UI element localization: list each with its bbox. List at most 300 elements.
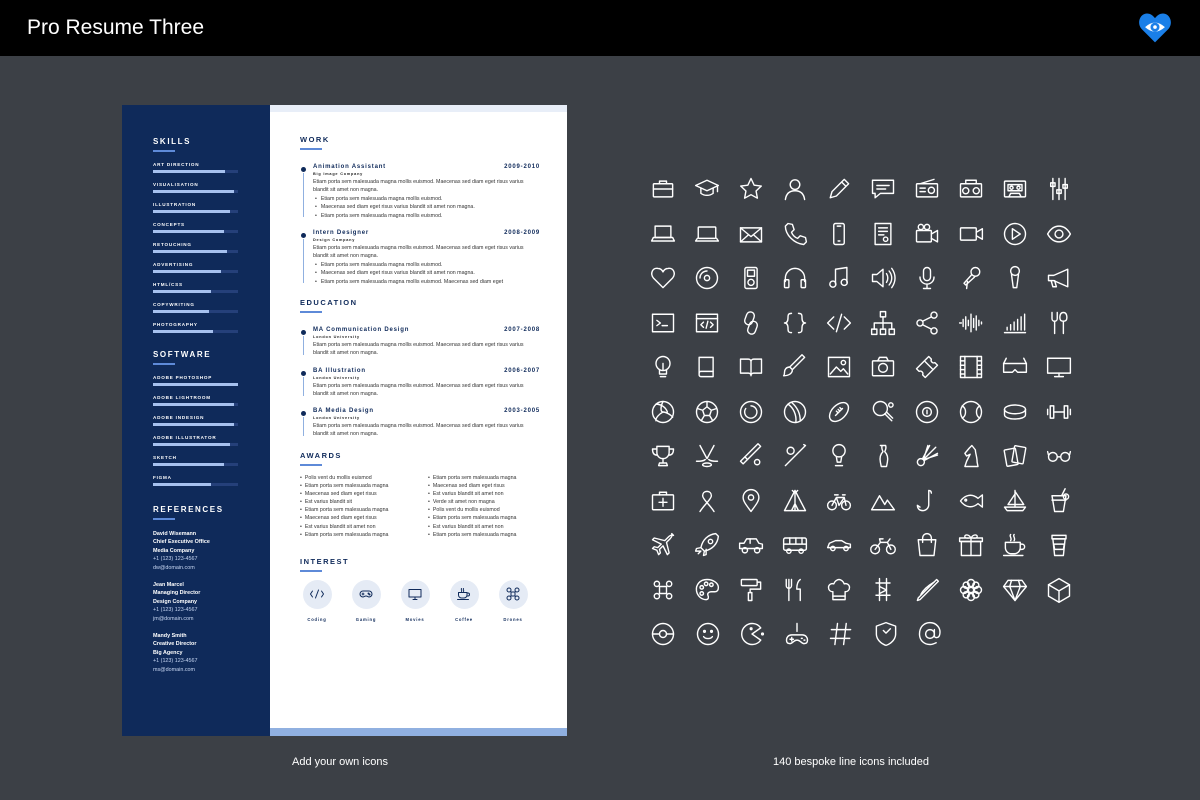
microphone-icon [905,256,949,301]
skill-bar [153,330,238,333]
heart-icon [641,256,685,301]
tv-icon [1037,345,1081,390]
entry-bullet: • Etiam porta sem malesuada magna mollis euismod. Maecenas sed diam eget [315,278,540,287]
interest-label: Gaming [355,616,377,622]
golf-icon [817,434,861,479]
skill-item [153,415,270,426]
icon-row [641,390,1081,435]
command-icon [641,568,685,613]
gamepad-icon [352,580,381,609]
left-caption: Add your own icons [292,756,388,768]
award-item: • Etiam porta sem malesuada magna [300,531,410,539]
sliders-icon [1037,167,1081,212]
skill-bar [153,483,238,486]
education-list [300,327,540,439]
puck-icon [993,390,1037,435]
skill-item [153,242,270,253]
interest-item [400,580,430,622]
award-item: • Est varius blandit sit amet non [300,523,410,531]
chef-hat-icon [817,568,861,613]
heading-underline [153,150,175,152]
icon-row [641,523,1081,568]
entry-title: BA Media Design [313,408,374,415]
awards-column [300,474,410,539]
entry-title: BA Illustration [313,367,366,374]
pacman-icon [730,612,775,657]
icon-row [641,212,1081,257]
3d-glasses-icon [993,345,1037,390]
paint-roller-icon [729,568,773,613]
award-item: • Est varius blandit sit [300,498,410,506]
entry-title-row [313,368,540,374]
award-item: • Etiam porta sem malesuada magna [428,514,538,522]
interest-label: Coding [307,616,327,622]
software-heading: SOFTWARE [153,350,212,359]
camera-icon [861,345,905,390]
references-list [153,530,270,674]
work-entry [300,230,540,286]
billiard-ball-icon [905,390,949,435]
reference-email: dw@domain.com [153,564,195,571]
star-icon [729,167,773,212]
skill-name: ILLUSTRATION [153,202,196,207]
baseball-icon [773,434,817,479]
entry-years: 2003-2005 [504,408,540,415]
work-heading: WORK [300,135,330,144]
sailboat-icon [993,479,1037,524]
headphones-icon [773,256,817,301]
right-caption: 140 bespoke line icons included [773,756,929,768]
ring-icon [729,390,773,435]
skill-bar [153,463,238,466]
software-list [153,375,270,486]
entry-organization: Design Company [313,238,356,243]
skill-item [153,182,270,193]
timeline-line [303,417,304,436]
skill-bar [153,423,238,426]
cricket-icon [729,434,773,479]
skill-bar-fill [153,170,225,173]
football-icon [817,390,861,435]
timeline-dot [301,330,306,335]
boombox-icon [949,167,993,212]
trophy-icon [641,434,685,479]
education-entry [300,327,540,358]
reference-name: Jean Marcel [153,582,184,589]
entry-years: 2006-2007 [504,367,540,374]
eye-icon [1037,212,1081,257]
takeaway-cup-icon [1037,523,1081,568]
book-icon [685,345,729,390]
skill-item [153,455,270,466]
entry-description: Etiam porta sem malesuada magna mollis euismod. Maecenas sed diam eget risus varius blandit sit amet non magna. [313,382,524,397]
award-item: • Etiam porta sem malesuada magna [428,531,538,539]
interest-heading: INTEREST [300,556,350,566]
skill-name: ADOBE LIGHTROOM [153,395,211,400]
open-book-icon [729,345,773,390]
pokeball-icon [641,612,686,657]
map-pin-icon [729,479,773,524]
entry-title-row [313,164,540,170]
education-entry [300,368,540,399]
reference-company: Big Agency [153,649,183,656]
video-camera-icon [905,212,949,257]
skill-bar-fill [153,190,234,193]
reference-entry [153,530,270,572]
award-item: • Est varius blandit sit amet non [428,523,538,531]
ping-pong-icon [861,390,905,435]
cocktail-icon [1037,479,1081,524]
coffee-icon [450,580,479,609]
certificate-icon [861,212,905,257]
skill-bar-fill [153,210,230,213]
skill-name: ADOBE ILLUSTRATOR [153,435,217,440]
sitemap-icon [861,301,905,346]
hashtag-icon [819,612,864,657]
heading-underline [300,464,322,466]
reference-email: jm@domain.com [153,615,194,622]
reference-entry [153,581,270,623]
skill-bar [153,310,238,313]
sewing-icon [861,568,905,613]
palette-icon [685,568,729,613]
skill-bar-fill [153,403,234,406]
reference-phone: +1 (123) 123-4567 [153,658,198,665]
tent-icon [773,479,817,524]
entry-bullet: • Etiam porta sem malesuada magna mollis euismod. [315,195,540,204]
skill-bar-fill [153,383,238,386]
code-window-icon [685,301,729,346]
award-item: • Etiam porta sem malesuada magna [300,506,410,514]
user-icon [773,167,817,212]
laptop-icon [641,212,685,257]
entry-description: Etiam porta sem malesuada magna mollis euismod. Maecenas sed diam eget risus varius blandit sit amet non magna. [313,245,524,259]
interest-list [302,580,540,622]
entry-title-row [313,408,540,414]
skill-item [153,222,270,233]
skill-bar [153,383,238,386]
briefcase-icon [641,167,685,212]
skill-name: HTML/CSS [153,282,183,287]
skill-name: ART DIRECTION [153,162,200,167]
timeline-line [303,239,304,283]
entry-title: Intern Designer [313,230,370,237]
icon-row [641,301,1081,346]
tools-icon [1037,301,1081,346]
icon-grid [641,167,1081,657]
timeline-line [303,336,304,355]
skill-bar [153,230,238,233]
mountains-icon [861,479,905,524]
heading-underline [300,570,322,572]
skill-item [153,375,270,386]
interest-item [302,580,332,622]
entry-bullet: • Etiam porta sem malesuada magna mollis euismod. [315,212,540,221]
entry-organization: London University [313,416,360,421]
heading-underline [300,148,322,150]
monitor-icon [401,580,430,609]
timeline-dot [301,167,306,172]
cutlery-icon [773,568,817,613]
entry-bullet: • Etiam porta sem malesuada magna mollis euismod. [315,261,540,270]
drone-icon [499,580,528,609]
ribbon-icon [685,479,729,524]
entry-title-row [313,230,540,236]
skill-bar-fill [153,310,209,313]
awards-heading: AWARDS [300,450,342,460]
lightbulb-icon [641,345,685,390]
entry-title: MA Communication Design [313,327,410,334]
icon-row [641,612,1081,657]
entry-organization: London University [313,335,360,340]
skills-heading: SKILLS [153,137,192,146]
soundwave-icon [949,301,993,346]
first-aid-icon [641,479,685,524]
skill-name: ADVERTISING [153,262,194,267]
resume-preview [122,105,567,736]
resume-main [300,135,540,622]
shuttlecock-icon [905,434,949,479]
awards-column [428,474,538,539]
graduation-cap-icon [685,167,729,212]
work-list [300,164,540,286]
skill-name: VISUALISATION [153,182,199,187]
skill-bar [153,210,238,213]
skill-bar-fill [153,230,224,233]
shopping-bag-icon [905,523,949,568]
interest-item [449,580,479,622]
award-item: • Etiam porta sem malesuada magna [428,474,538,482]
entry-bullets [313,261,540,287]
icon-row [641,256,1081,301]
megaphone-icon [1037,256,1081,301]
entry-description: Etiam porta sem malesuada magna mollis euismod. Maecenas sed diam eget risus varius blandit sit amet non magna. [313,423,524,438]
bottom-accent-bar [270,728,567,736]
skill-name: ADOBE INDESIGN [153,415,205,420]
skill-item [153,262,270,273]
skill-bar-fill [153,330,213,333]
skill-bar-fill [153,443,230,446]
reference-name: Mandy Smith [153,633,187,640]
reference-phone: +1 (123) 123-4567 [153,556,198,563]
skill-bar-fill [153,423,234,426]
award-item: • Est varius blandit sit amet non [428,490,538,498]
soccer-icon [685,390,729,435]
icon-row [641,434,1081,479]
bus-icon [773,523,817,568]
braces-icon [773,301,817,346]
skill-item [153,395,270,406]
skill-bar [153,270,238,273]
timeline-dot [301,371,306,376]
entry-description: Etiam porta sem malesuada magna mollis euismod. Maecenas sed diam eget risus varius blandit sit amet non magna. [313,342,524,356]
interest-item [351,580,381,622]
award-item: • Polis vent du mollis euismod [428,506,538,514]
skill-name: SKETCH [153,455,177,460]
icon-row [641,479,1081,524]
bar-chart-icon [993,301,1037,346]
interest-label: Drones [503,616,523,622]
entry-description: Etiam porta sem malesuada magna mollis euismod. Maecenas sed diam eget risus varius blandit sit amet non magna. [313,179,524,193]
page-title: Pro Resume Three [27,16,205,39]
dumbbell-icon [1037,390,1081,435]
title-bar [0,0,1200,56]
reference-entry [153,632,270,674]
skill-item [153,322,270,333]
car-icon [817,523,861,568]
joystick-icon [775,612,820,657]
skill-name: PHOTOGRAPHY [153,322,198,327]
code-icon [303,580,332,609]
cassette-icon [993,167,1037,212]
smiley-icon [686,612,731,657]
timeline-line [303,377,304,396]
pencil-icon [817,167,861,212]
diamond-icon [993,568,1037,613]
skills-list [153,162,270,333]
tennis-ball-icon [949,390,993,435]
cricket-ball-icon [773,390,817,435]
jeep-icon [729,523,773,568]
needle-icon [905,568,949,613]
skill-item [153,475,270,486]
cards-icon [993,434,1037,479]
reference-company: Media Company [153,547,195,554]
entry-years: 2007-2008 [504,327,540,334]
skill-bar-fill [153,270,221,273]
skill-name: CONCEPTS [153,222,185,227]
film-icon [949,345,993,390]
skill-bar [153,250,238,253]
skill-bar [153,290,238,293]
envelope-icon [729,212,773,257]
phone-icon [773,212,817,257]
cube-icon [1037,568,1081,613]
skill-bar [153,443,238,446]
link-icon [729,301,773,346]
skill-item [153,202,270,213]
entry-title: Animation Assistant [313,164,386,170]
heading-underline [153,363,175,365]
award-item: • Maecenas sed diam eget risus [300,514,410,522]
heart-eye-logo-icon [1137,10,1173,46]
timeline-dot [301,411,306,416]
airplane-icon [641,523,685,568]
skill-item [153,302,270,313]
skill-item [153,162,270,173]
handheld-mic-icon [993,256,1037,301]
work-entry [300,164,540,220]
gift-icon [949,523,993,568]
image-icon [817,345,861,390]
entry-years: 2008-2009 [504,230,540,237]
award-item: • Etiam porta sem malesuada magna [300,482,410,490]
awards-list [300,474,540,539]
entry-organization: London University [313,375,360,380]
award-item: • Maecenas sed diam eget risus [300,490,410,498]
timeline-line [303,173,304,217]
education-entry [300,408,540,439]
interest-label: Coffee [455,616,473,622]
skill-name: RETOUCHING [153,242,192,247]
skill-bar-fill [153,250,227,253]
shield-icon [864,612,909,657]
entry-bullet: • Maecenas sed diam eget risus varius blandit sit amet non magna. [315,269,540,278]
award-item: • Maecenas sed diam eget risus [428,482,538,490]
entry-years: 2009-2010 [504,164,540,170]
skill-item [153,282,270,293]
speaker-icon [861,256,905,301]
timeline-dot [301,233,306,238]
at-icon [908,612,953,657]
music-note-icon [817,256,861,301]
radio-icon [905,167,949,212]
skill-item [153,435,270,446]
skill-name: FIGMA [153,475,172,480]
skill-bar-fill [153,483,211,486]
bicycle-icon [817,479,861,524]
skill-bar [153,403,238,406]
chat-icon [861,167,905,212]
fishing-hook-icon [905,479,949,524]
top-accent-bar [270,105,567,112]
glasses-icon [1037,434,1081,479]
heading-underline [300,311,322,313]
chess-knight-icon [949,434,993,479]
paintbrush-icon [773,345,817,390]
entry-bullet: • Maecenas sed diam eget risus varius blandit sit amet non magna. [315,203,540,212]
skill-bar-fill [153,463,224,466]
reference-email: ms@domain.com [153,666,196,673]
icon-row [641,345,1081,390]
rocket-icon [685,523,729,568]
ipod-icon [729,256,773,301]
skill-bar [153,190,238,193]
fish-icon [949,479,993,524]
coffee-cup-icon [993,523,1037,568]
interest-label: Movies [405,616,425,622]
interest-item [498,580,528,622]
reference-company: Design Company [153,598,198,605]
skill-bar-fill [153,290,211,293]
disc-icon [685,256,729,301]
code-icon [817,301,861,346]
references-heading: REFERENCES [153,505,224,514]
reference-phone: +1 (123) 123-4567 [153,607,198,614]
entry-organization: Big Image Company [313,172,364,176]
education-heading: EDUCATION [300,298,358,308]
flower-icon [949,568,993,613]
skill-name: COPYWRITING [153,302,195,307]
skill-bar [153,170,238,173]
hockey-icon [685,434,729,479]
mobile-icon [817,212,861,257]
reference-name: David Wisemann [153,531,197,537]
entry-bullets [313,195,540,221]
terminal-icon [641,301,685,346]
skill-name: ADOBE PHOTOSHOP [153,375,213,380]
ticket-icon [905,345,949,390]
camcorder-icon [949,212,993,257]
entry-title-row [313,327,540,333]
resume-sidebar [122,105,270,736]
icon-row [641,568,1081,613]
award-item: • Verde sit amet non magna [428,498,538,506]
macbook-icon [685,212,729,257]
reference-role: Chief Executive Office [153,539,210,546]
icon-row [641,167,1081,212]
stand-mic-icon [949,256,993,301]
